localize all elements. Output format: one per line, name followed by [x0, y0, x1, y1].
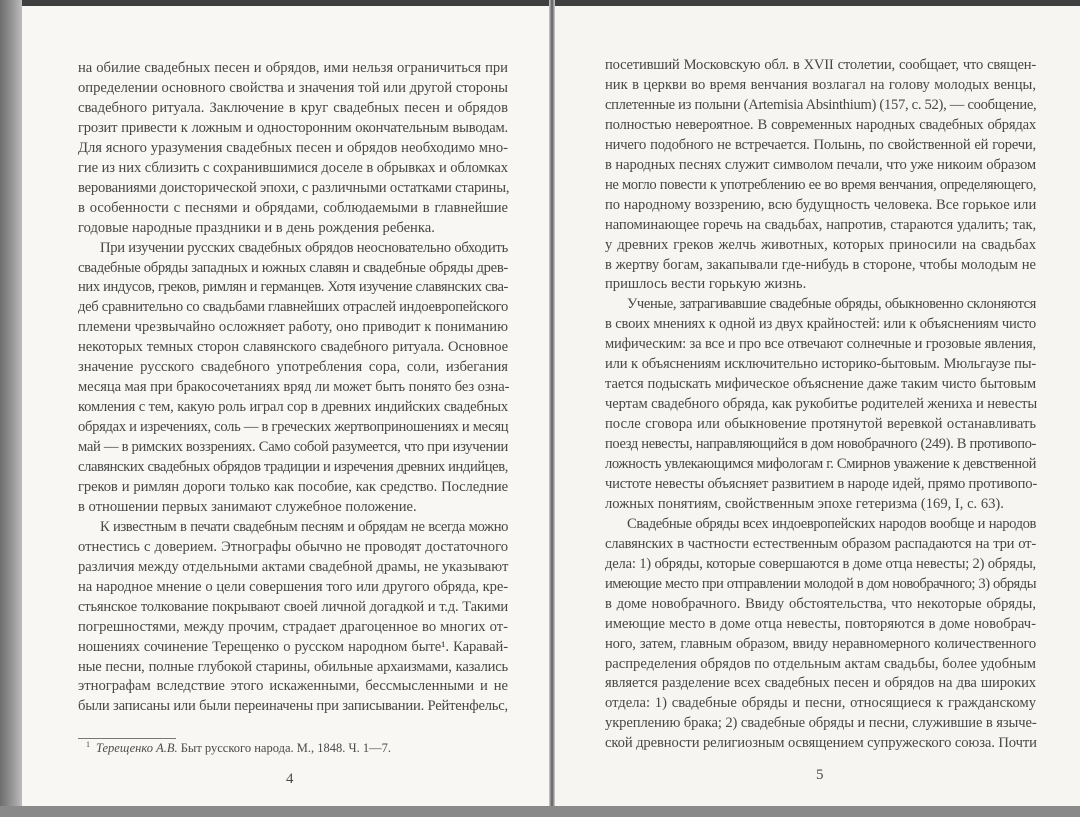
- text-line: имеющие место в доме отца невесты, повторяются в доме новобрач-: [605, 615, 1036, 632]
- text-line: племени чрезвычайно осложняет работу, оно приводит к пониманию: [78, 319, 508, 336]
- text-line: определении основного свойства и значения той или другой стороны: [78, 79, 508, 96]
- text-line: не могло повести к употреблению ее во время венчания, определяющего,: [605, 176, 1036, 193]
- text-line: напоминающее горечь на свадьбах, напротив, стараются удалить; так,: [605, 216, 1036, 233]
- text-line: грозит привести к ложным и односторонним окончательным выводам.: [78, 119, 508, 136]
- text-line: деб сравнительно со свадьбами главнейших отраслей индоевропейского: [78, 299, 508, 316]
- text-line: стьянское толкование покрывают своей личной догадкой и т.д. Такими: [78, 598, 508, 615]
- footnote: [86, 740, 391, 756]
- text-line: поезд невесты, направляющийся в дом новобрачного (249). В противопо-: [605, 436, 1036, 453]
- text-line: распределения обрядов по отдельным актам свадьбы, более удобным: [605, 655, 1037, 672]
- text-line: чертам свадебного обряда, как рукобитье родителей жениха и невесты: [605, 396, 1038, 413]
- footnote-marker: 1: [86, 740, 90, 749]
- footnote-author: Терещенко А.В.: [96, 741, 178, 756]
- text-line: погрешностями, между прочим, страдает драгоценное во многих от-: [78, 618, 508, 635]
- text-line: полностью невероятное. В современных народных свадебных обрядах: [605, 116, 1036, 133]
- text-line: или к объяснениям исключительно историко-бытовым. Мюльгаузе пы-: [605, 356, 1036, 373]
- text-line: дела: 1) обряды, которые совершаются в доме отца невесты; 2) обряды,: [605, 555, 1036, 572]
- page-number-left: 4: [286, 771, 294, 787]
- text-line: месяца мая при бракосочетаниях вряд ли может быть понято без озна-: [78, 379, 510, 396]
- text-line: отнестись с доверием. Этнографы обычно не проводят достаточного: [78, 538, 508, 555]
- text-line: них индусов, греков, римлян и германцев. Хотя изучение славянских сва-: [78, 279, 508, 296]
- text-line: гие из них сблизить с сохранившимися доселе в обрывках и обломках: [78, 159, 508, 176]
- text-line: ник в церкви во время венчания возлагал на голову молодых венцы,: [605, 76, 1036, 93]
- text-line: этнографам вследствие этого искаженными, бессмысленными и не: [78, 678, 508, 695]
- text-line: в своих мнениях к одной из двух крайностей: или к объяснениям чисто: [605, 316, 1036, 333]
- text-line: ные песни, полные глубокой старины, обильные архаизмами, казались: [78, 658, 508, 675]
- text-line: греков и римлян дороги только как пособие, как средство. Последние: [78, 478, 508, 495]
- text-line: на обилие свадебных песен и обрядов, ими нельзя ограничиться при: [78, 60, 508, 76]
- text-line: ложных понятиям, свойственным эпохе гетеризма (169, I, с. 63).: [605, 495, 1004, 512]
- text-line: является разделение всех свадебных песен и обрядов на два широких: [605, 675, 1036, 692]
- scan-bottom-edge: [0, 806, 1080, 817]
- text-line: ложность увлекающимся мифологам г. Смирнов уважение к девственной: [605, 456, 1036, 472]
- text-line: сплетенные из полыни (Artemisia Absinthium) (157, с. 52), — сообщение,: [605, 96, 1037, 113]
- text-line: ношениях сочинение Терещенко о русском народном быте¹. Каравай-: [78, 638, 508, 655]
- footnote-text: Быт русского народа. М., 1848. Ч. 1—7.: [180, 741, 391, 756]
- text-line: Для ясного уразумения свадебных песен и обрядов необходимо мно-: [78, 139, 508, 156]
- text-line: чистоте невесты объясняет развитием в народе идей, прямо противопо-: [605, 475, 1037, 492]
- text-line: свадебного ритуала. Заключение в круг свадебных песен и обрядов: [78, 99, 508, 116]
- text-line: в народных песнях служит символом печали, что уже никоим образом: [605, 156, 1036, 173]
- text-line: славянских свадебных обрядов традиции и изречения древних индийцев,: [78, 459, 508, 475]
- text-line: различия между отдельными актами свадебной драмы, не указывают: [78, 558, 509, 575]
- text-line: ного, затем, главным образом, ввиду неравномерного количественного: [605, 635, 1036, 652]
- text-line: в доме новобрачного. Ввиду обстоятельства, что некоторые обряды,: [605, 595, 1036, 612]
- text-line: ской древности религиозным освящением супружеского союза. Почти: [605, 735, 1037, 752]
- text-line: комления с тем, какую роль играл сор в древних индийских свадебных: [78, 399, 508, 416]
- text-line: При изучении русских свадебных обрядов неосновательно обходить: [100, 239, 508, 256]
- text-line: отдела: 1) свадебные обряды и песни, относящиеся к гражданскому: [605, 695, 1036, 712]
- text-line: пришлось вести горькую жизнь.: [605, 276, 807, 293]
- text-line: посетивший Московскую обл. в XVII столетии, сообщает, что священ-: [605, 57, 1036, 73]
- text-line: ничего подобного не встречается. Полынь, по свойственной ей горечи,: [605, 136, 1036, 153]
- text-line: имеющие место при отправлении молодой в дом новобрачного; 3) обряды: [605, 575, 1036, 592]
- page-number-right: 5: [816, 767, 824, 783]
- text-line: значение русского свадебного употребления сора, соли, избегания: [78, 359, 508, 376]
- text-line: К известным в печати свадебным песням и обрядам не всегда можно: [100, 518, 508, 535]
- text-line: укреплению брака; 2) свадебные обряды и песни, служившие в языче-: [605, 715, 1037, 732]
- text-line: после сговора или обыкновение протянутой веревкой останавливать: [605, 416, 1036, 433]
- text-line: тается подыскать мифическое объяснение даже таким чисто бытовым: [605, 376, 1036, 393]
- text-line: у древних греков желчь животных, которых приносили на свадьбах: [605, 236, 1036, 253]
- footnote-divider: [78, 738, 176, 739]
- text-line: май — в римских воззрениях. Само собой разумеется, что при изучении: [78, 439, 508, 456]
- text-line: верованиями доисторической эпохи, с различными остатками старины,: [78, 179, 510, 196]
- text-line: были записаны или были переиначены при записывании. Рейтенфельс,: [78, 698, 508, 715]
- text-line: Ученые, затрагивавшие свадебные обряды, обыкновенно склоняются: [627, 296, 1036, 313]
- text-line: славянских в частности естественным образом распадаются на три от-: [605, 535, 1036, 552]
- book-cover-edge: [0, 0, 22, 817]
- text-line: в жертву богам, закапывали где-нибудь в стороне, чтобы молодым не: [605, 256, 1036, 273]
- text-line: в особенности с песнями и обрядами, соблюдаемыми в главнейшие: [78, 199, 508, 216]
- text-line: обрядах и изречениях, соль — в греческих жертвоприношениях и месяц: [78, 419, 509, 436]
- text-line: годовые народные праздники и в день рождения ребенка.: [78, 219, 435, 236]
- text-line: свадебные обряды западных и южных славян и свадебные обряды древ-: [78, 259, 508, 276]
- text-line: на народное мнение о цели совершения того или другого обряда, кре-: [78, 578, 508, 595]
- text-line: по народному воззрению, всю будущность человека. Все горькое или: [605, 196, 1037, 213]
- text-line: некоторых темных сторон славянского свадебного ритуала. Основное: [78, 339, 508, 356]
- text-line: Свадебные обряды всех индоевропейских народов вообще и народов: [627, 515, 1036, 532]
- book-gutter: [549, 0, 555, 817]
- text-line: в отношении первых занимают служебное положение.: [78, 498, 417, 515]
- text-line: мифическим: за все и про все отвечают солнечные и грозовые явления,: [605, 336, 1036, 353]
